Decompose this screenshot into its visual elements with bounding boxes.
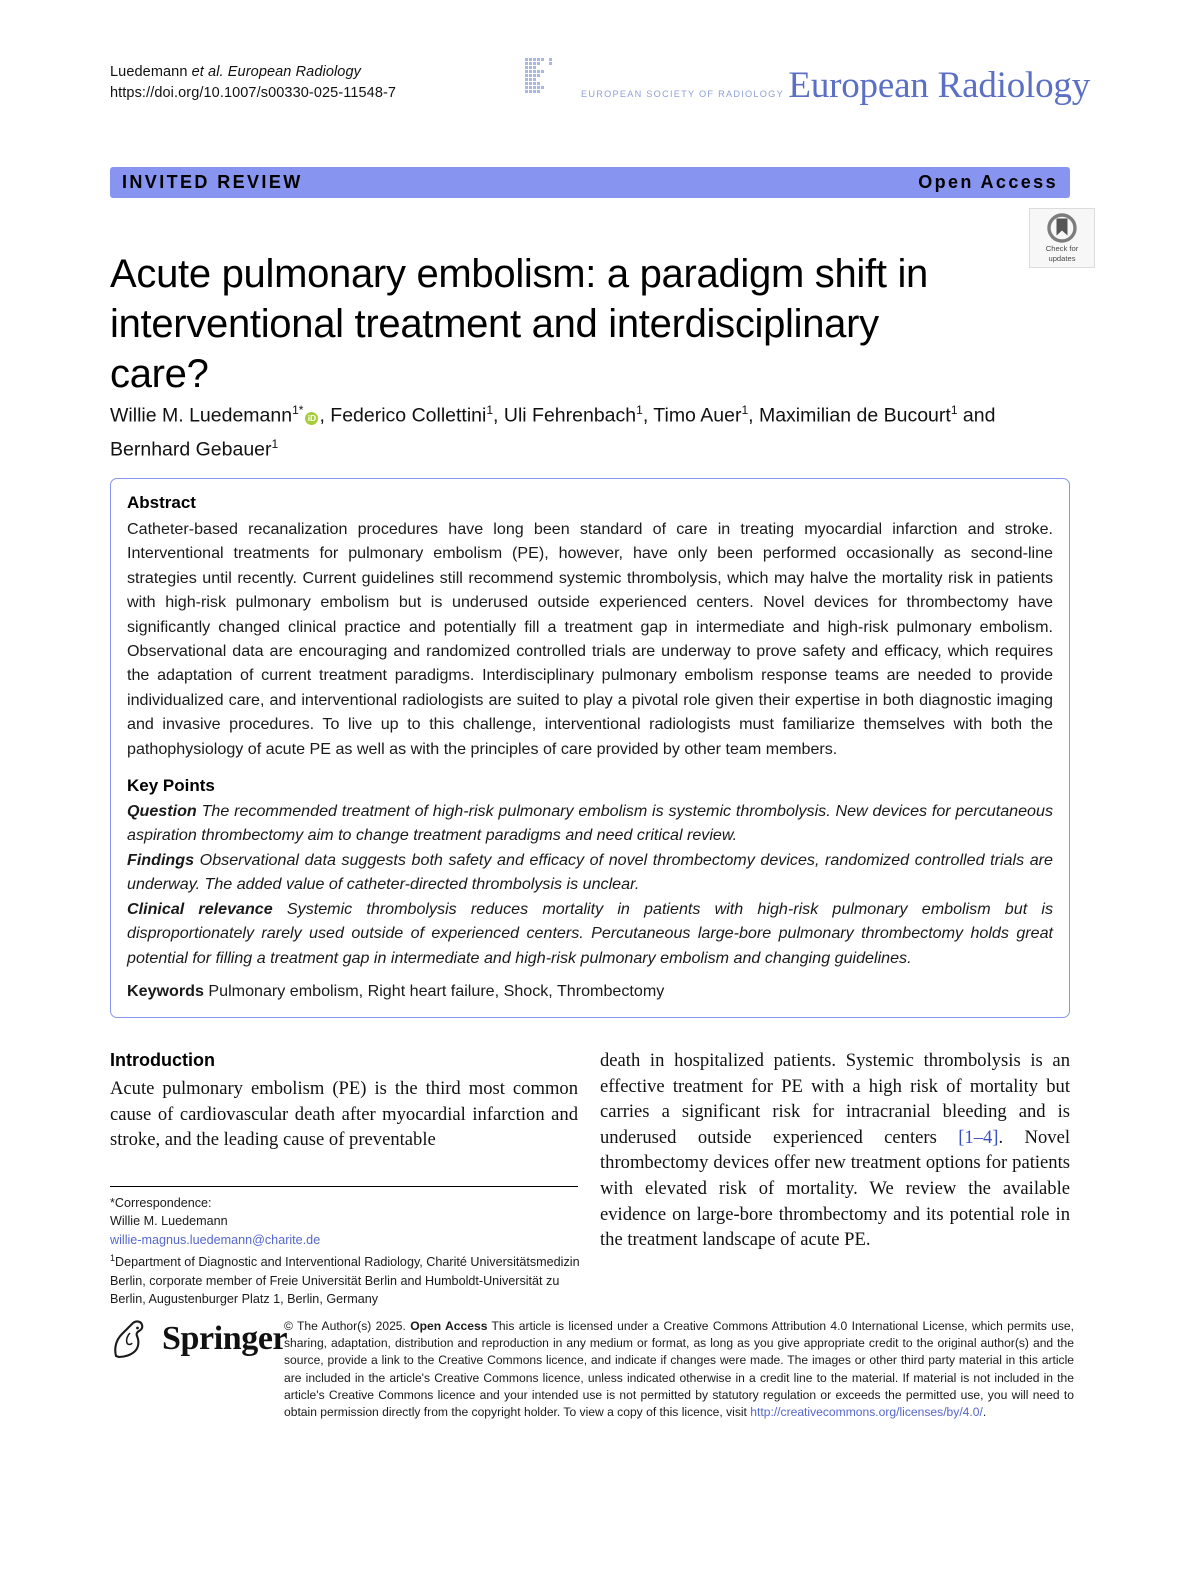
body-column-left <box>110 1048 578 1153</box>
author-name: Maximilian de Bucourt <box>758 404 951 427</box>
key-point-text: Observational data suggests both safety and efficacy of novel thrombectomy devices, randomized controlled trials are underway. The added value of catheter-directed thrombolysis is unclear. <box>127 850 1053 894</box>
license-body-end: . <box>982 1405 987 1420</box>
updates-line1: Check for <box>1045 244 1079 253</box>
crossmark-icon <box>1047 213 1077 243</box>
key-point-label: Question <box>127 802 197 821</box>
journal-title-block <box>581 66 1090 106</box>
page-header <box>110 62 1090 142</box>
author-sup: 1 <box>271 436 279 451</box>
introduction-paragraph-right <box>600 1048 1070 1253</box>
author-list: Willie M. Luedemann$^{1*}$iD , Federico Collettini$^1$, Uli Fehrenbach$^1$, Timo Auer$^1$, Maximilian de Bucourt$^1$ and Bernhard Gebauer$^1$ <box>110 403 996 460</box>
doi-text: https://doi.org/10.1007/s00330-025-11548-7 <box>110 85 397 101</box>
author-name: Willie M. Luedemann <box>110 404 293 427</box>
running-citation <box>110 62 396 104</box>
author-sup: 1 <box>636 403 643 417</box>
esr-logo-icon <box>523 56 567 100</box>
key-point-text: Systemic thrombolysis reduces mortality in patients with high-risk pulmonary embolism but is disproportionately rarely used outside of experienced centers. Percutaneous large-bore pulmonary thrombectomy holds great potential for filling a treatment gap in intermediate and high-risk pulmonary embolism and changing guidelines. <box>127 899 1053 967</box>
journal-logo <box>523 56 1090 106</box>
author-name: Bernhard Gebauer <box>110 438 272 460</box>
introduction-heading: Introduction <box>110 1050 215 1070</box>
springer-wordmark: Springer <box>162 1320 288 1357</box>
key-point-clinical-relevance <box>127 897 1053 970</box>
author-name: Timo Auer <box>653 404 742 427</box>
check-for-updates-button[interactable] <box>1029 208 1095 268</box>
intro-right-part2: . Novel thrombectomy devices offer new treatment options for patients with elevated risk of mortality. We review the available evidence on large-bore thrombectomy and its potential role in the treatment landscape of acute PE. <box>600 1126 1070 1251</box>
key-point-question <box>127 799 1053 848</box>
intro-right-part1: death in hospitalized patients. Systemic thrombolysis is an effective treatment for PE with a high risk of mortality but carries a significant risk for intracranial bleeding and is underused outside experienced centers <box>600 1050 1070 1148</box>
correspondence-divider <box>110 1186 578 1187</box>
author-conjunction: and <box>962 404 996 427</box>
author-sup: 1* <box>292 403 304 417</box>
body-column-right <box>600 1048 1070 1253</box>
open-access-label: Open Access <box>918 172 1058 192</box>
license-copyright: © The Author(s) 2025. <box>284 1319 411 1333</box>
keywords-label: Keywords <box>127 981 204 1000</box>
license-text <box>284 1318 1074 1421</box>
article-type-banner <box>110 167 1070 198</box>
page-title: Acute pulmonary embolism: a paradigm shift in interventional treatment and interdisciplinary care? <box>110 251 928 396</box>
key-points-heading: Key Points <box>127 776 215 796</box>
key-point-findings <box>127 848 1053 897</box>
springer-horse-icon <box>108 1316 154 1362</box>
affiliation-text: Department of Diagnostic and Interventional Radiology, Charité Universitätsmedizin Berlin, corporate member of Freie Universität Berlin and Humboldt-Universität zu Berlin, Augustenburger Platz 1, Berlin, Germany <box>110 1255 580 1307</box>
author-name: Uli Fehrenbach <box>503 404 637 427</box>
affiliation-sup: 1 <box>110 1253 116 1264</box>
abstract-heading: Abstract <box>127 493 196 512</box>
orcid-icon[interactable]: iD <box>305 412 318 425</box>
publisher-logo <box>108 1316 287 1362</box>
society-name: EUROPEAN SOCIETY OF RADIOLOGY <box>580 89 784 99</box>
abstract-text: Catheter-based recanalization procedures have long been standard of care in treating myocardial infarction and stroke. Interventional treatments for pulmonary embolism (PE), however, have only been performed occasionally as second-line strategies until recently. Current guidelines still recommend systemic thrombolysis, which may halve the mortality risk in patients with high-risk pulmonary embolism but is underused outside experienced centers. Novel devices for thrombectomy have significantly changed clinical practice and potentially fill a treatment gap in intermediate and high-risk pulmonary embolism. Observational data are encouraging and randomized controlled trials are underway to prove safety and efficacy, which requires the adaptation of current treatment paradigms. Interdisciplinary pulmonary embolism response teams are needed to provide individualized care, and interventional radiologists are suited to play a pivotal role given their expertise in both diagnostic imaging and invasive procedures. To live up to this challenge, interventional radiologists must familiarize themselves with both the pathophysiology of acute PE as well as with the principles of care provided by other team members. <box>127 520 1053 758</box>
citation-link[interactable]: [1–4] <box>958 1126 999 1148</box>
key-point-label: Findings <box>127 850 195 869</box>
license-url-link[interactable]: http://creativecommons.org/licenses/by/4.0/ <box>750 1405 983 1420</box>
key-point-text: The recommended treatment of high-risk pulmonary embolism is systemic thrombolysis. New devices for percutaneous aspiration thrombectomy aim to change treatment paradigms and need critical review. <box>127 802 1053 845</box>
correspondence-label: *Correspondence: <box>110 1196 212 1210</box>
updates-line2: updates <box>1048 254 1076 263</box>
abstract-box <box>110 478 1070 1018</box>
journal-name: European Radiology <box>788 65 1090 106</box>
author-sup: 1 <box>950 403 958 417</box>
open-access-bold-label: Open Access <box>410 1319 488 1333</box>
author-name: Federico Collettini <box>330 404 487 427</box>
introduction-paragraph-left: Acute pulmonary embolism (PE) is the third most common cause of cardiovascular death after myocardial infarction and stroke, and the leading cause of preventable <box>110 1078 578 1151</box>
citation-authors: Luedemann <box>110 64 192 80</box>
license-body: This article is licensed under a Creative Commons Attribution 4.0 International License, which permits use, sharing, adaptation, distribution and reproduction in any medium or format, as long as you give appropriate credit to the original author(s) and the source, provide a link to the Creative Commons licence, and indicate if changes were made. The images or other third party material in this article are included in the article's Creative Commons licence, unless indicated otherwise in a credit line to the material. If material is not included in the article's Creative Commons licence and your intended use is not permitted by statutory regulation or exceeds the permitted use, you will need to obtain permission directly from the copyright holder. To view a copy of this licence, visit <box>284 1319 1074 1420</box>
citation-journal: et al. European Radiology <box>191 64 361 80</box>
author-sup: 1 <box>486 403 494 417</box>
correspondence-name: Willie M. Luedemann <box>110 1214 228 1229</box>
article-type-label: INVITED REVIEW <box>122 172 303 192</box>
affiliation-entry <box>110 1249 580 1308</box>
correspondence-email[interactable]: willie-magnus.luedemann@charite.de <box>110 1232 321 1247</box>
keywords-line <box>127 979 1053 1003</box>
key-point-label: Clinical relevance <box>127 899 273 918</box>
keywords-text: Pulmonary embolism, Right heart failure, Shock, Thrombectomy <box>208 981 665 1000</box>
correspondence-block <box>110 1194 580 1309</box>
author-sup: 1 <box>741 403 749 417</box>
